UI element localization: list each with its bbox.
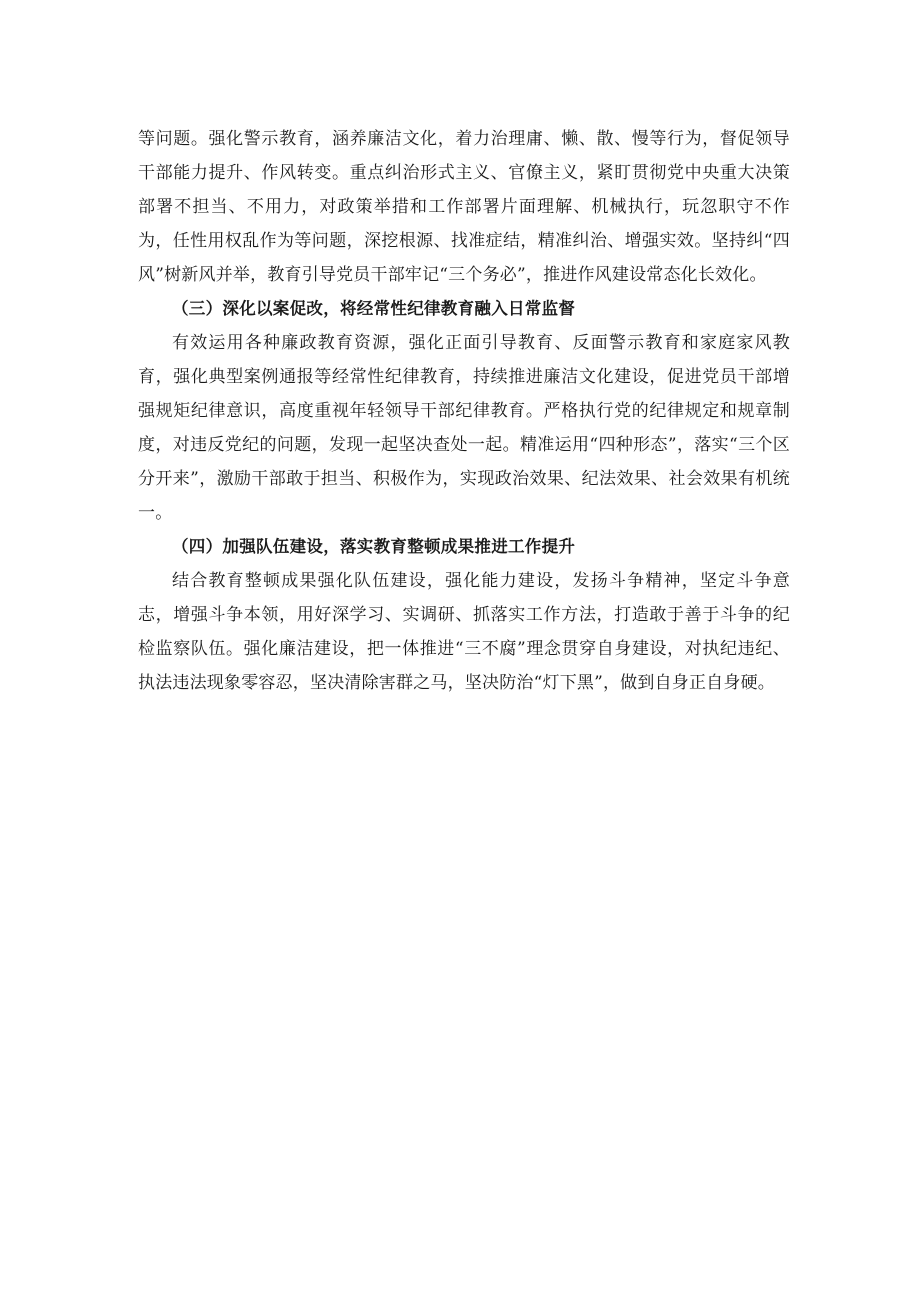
section-heading-4: （四）加强队伍建设，落实教育整顿成果推进工作提升	[172, 537, 576, 556]
paragraph-continuation: 等问题。强化警示教育，涵养廉洁文化，着力治理庸、懒、散、慢等行为，督促领导干部能力提升、作风转变。重点纠治形式主义、官僚主义，紧盯贯彻党中央重大决策部署不担当、不用力，对政策举措和工作部署片面理解、机械执行，玩忽职守不作为，任性用权乱作为等问题，深挖根源、找准症结，精准纠治、增强实效。坚持纠“四风”树新风并举，教育引导党员干部牢记“三个务必”，推进作风建设常态化长效化。	[138, 129, 790, 285]
paragraph-section-3: 有效运用各种廉政教育资源，强化正面引导教育、反面警示教育和家庭家风教育，强化典型案例通报等经常性纪律教育，持续推进廉洁文化建设，促进党员干部增强规矩纪律意识，高度重视年轻领导干部纪律教育。严格执行党的纪律规定和规章制度，对违反党纪的问题，发现一起坚决查处一起。精准运用“四种形态”，落实“三个区分开来”，激励干部敢于担当、积极作为，实现政治效果、纪法效果、社会效果有机统一。	[138, 333, 790, 523]
section-heading-3: （三）深化以案促改，将经常性纪律教育融入日常监督	[172, 299, 576, 318]
paragraph-section-4: 结合教育整顿成果强化队伍建设，强化能力建设，发扬斗争精神，坚定斗争意志，增强斗争本领，用好深学习、实调研、抓落实工作方法，打造敢于善于斗争的纪检监察队伍。强化廉洁建设，把一体推进“三不腐”理念贯穿自身建设，对执纪违纪、执法违法现象零容忍，坚决清除害群之马，坚决防治“灯下黑”，做到自身正自身硬。	[138, 571, 790, 693]
document-body	[138, 122, 790, 700]
